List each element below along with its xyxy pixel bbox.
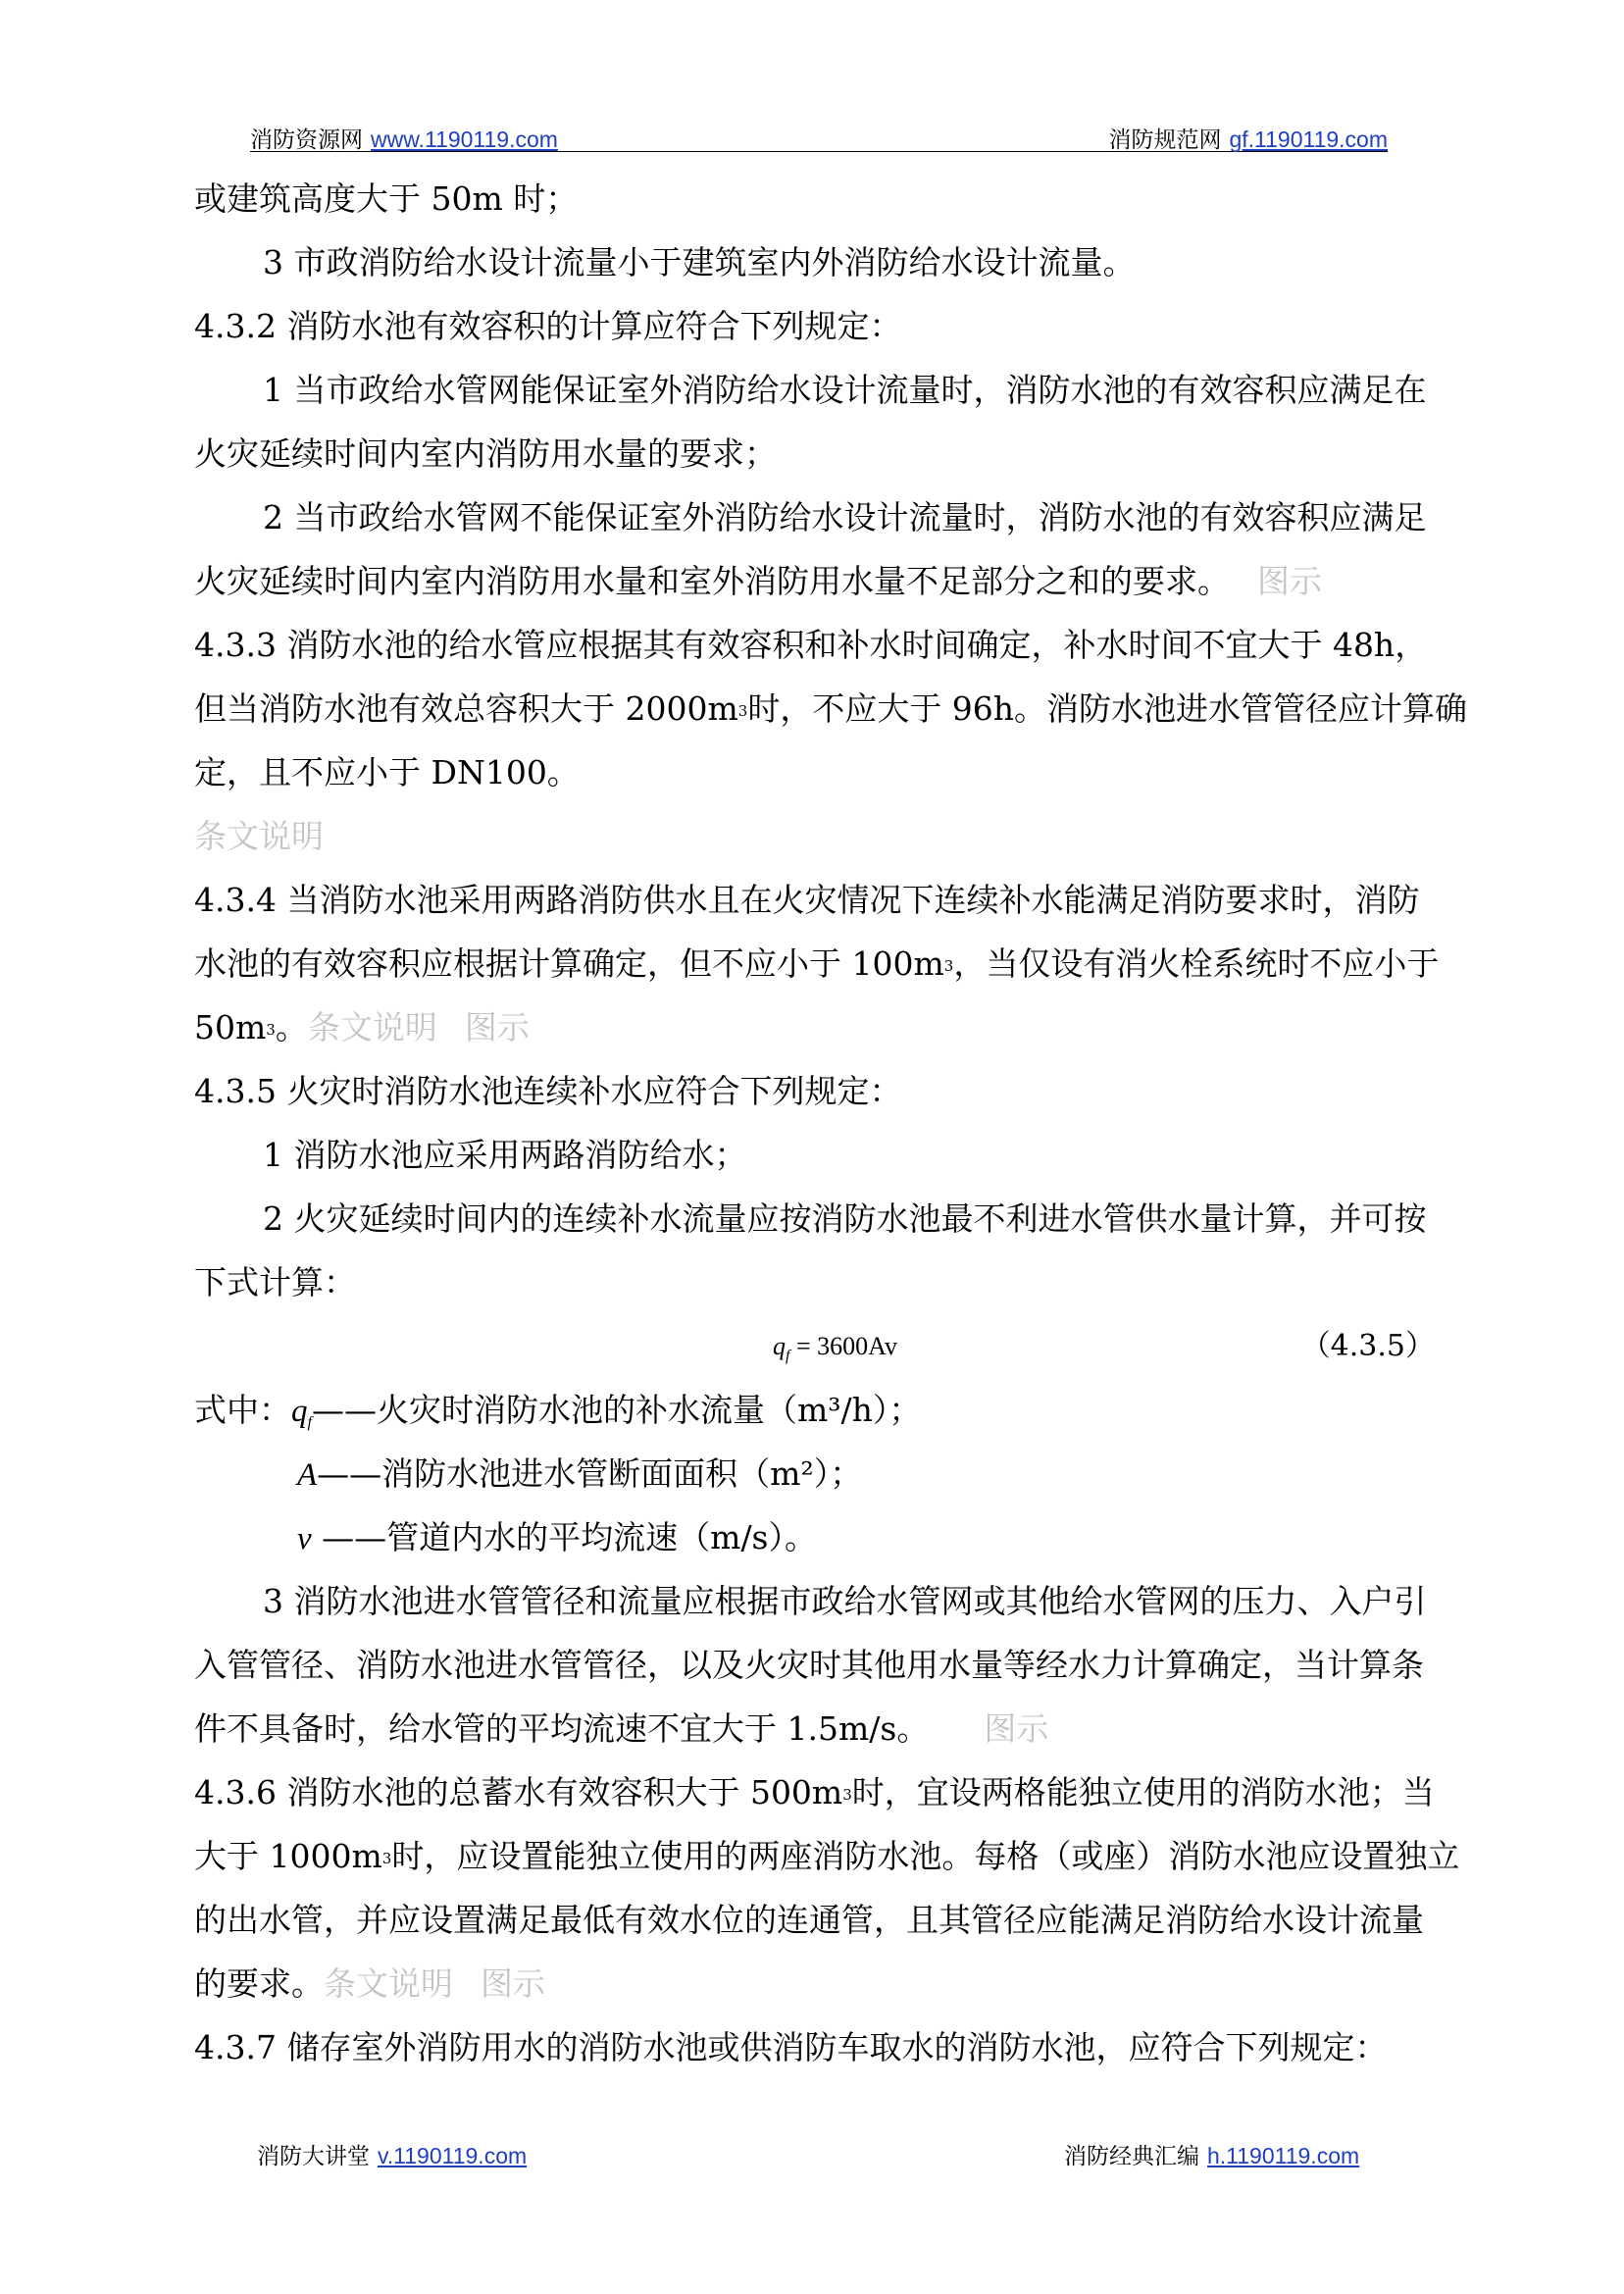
text-line bbox=[194, 1952, 1445, 2015]
text-span: 时，应设置能独立使用的两座消防水池。每格（或座）消防水池应设置独立 bbox=[391, 1837, 1460, 1875]
text-span: 4.3.6 消防水池的总蓄水有效容积大于 500m bbox=[194, 1773, 843, 1811]
text-line bbox=[194, 1697, 1445, 1760]
footer-right-name: 消防经典汇编 bbox=[1064, 2144, 1199, 2169]
where-text: ——管道内水的平均流速（m/s）。 bbox=[311, 1518, 817, 1556]
clause-4-3-3: 4.3.3 消防水池的给水管应根据其有效容积和补水时间确定，补水时间不宜大于 48h， bbox=[194, 626, 1428, 664]
superscript: 3 bbox=[943, 957, 954, 975]
page-header bbox=[250, 122, 1388, 152]
explain-link[interactable]: 条文说明 bbox=[194, 817, 324, 855]
text-span: 50m bbox=[194, 1008, 267, 1046]
figure-link[interactable]: 图示 bbox=[464, 1008, 530, 1046]
text-span: 火灾延续时间内室内消防用水量和室外消防用水量不足部分之和的要求。 bbox=[194, 562, 1230, 600]
formula-q: q bbox=[773, 1332, 786, 1360]
text-span: 时，宜设两格能独立使用的消防水池；当 bbox=[851, 1773, 1435, 1811]
where-line bbox=[194, 1442, 1445, 1505]
text-line: 1 消防水池应采用两路消防给水； bbox=[263, 1136, 747, 1174]
clause-4-3-7: 4.3.7 储存室外消防用水的消防水池或供消防车取水的消防水池，应符合下列规定： bbox=[194, 2028, 1388, 2066]
document-body bbox=[194, 167, 1468, 2079]
where-label: 式中： bbox=[194, 1391, 291, 1429]
figure-link[interactable]: 图示 bbox=[481, 1964, 545, 2003]
where-text: ——火灾时消防水池的补水流量（m³/h）； bbox=[311, 1391, 922, 1429]
footer-right-link[interactable]: h.1190119.com bbox=[1207, 2143, 1360, 2168]
text-span: 大于 1000m bbox=[194, 1837, 382, 1875]
where-line bbox=[194, 1505, 1445, 1569]
text-span: ，当仅设有消火栓系统时不应小于 bbox=[953, 944, 1440, 983]
text-line: 2 火灾延续时间内的连续补水流量应按消防水池最不利进水管供水量计算，并可按 bbox=[263, 1199, 1427, 1238]
text-line: 的出水管，并应设置满足最低有效水位的连通管，且其管径应能满足消防给水设计流量 bbox=[194, 1901, 1424, 1939]
symbol-v: v bbox=[297, 1521, 312, 1556]
formula-4-3-5 bbox=[194, 1314, 1445, 1378]
text-line: 1 当市政给水管网能保证室外消防给水设计流量时，消防水池的有效容积应满足在 bbox=[263, 371, 1427, 409]
text-line: 火灾延续时间内室内消防用水量的要求； bbox=[194, 434, 777, 473]
header-right bbox=[1108, 122, 1388, 154]
text-line bbox=[194, 677, 1468, 740]
text-line bbox=[194, 932, 1445, 995]
text-line: 3 市政消防给水设计流量小于建筑室内外消防给水设计流量。 bbox=[263, 243, 1136, 281]
superscript: 3 bbox=[381, 1850, 392, 1867]
figure-link[interactable]: 图示 bbox=[1257, 562, 1322, 600]
header-right-link[interactable]: gf.1190119.com bbox=[1229, 127, 1388, 152]
header-right-name: 消防规范网 bbox=[1108, 127, 1222, 153]
text-line bbox=[194, 549, 1445, 613]
header-left-link[interactable]: www.1190119.com bbox=[371, 127, 558, 152]
formula-expression bbox=[773, 1314, 897, 1388]
explain-link[interactable]: 条文说明 bbox=[307, 1008, 437, 1046]
formula-number: （4.3.5） bbox=[1300, 1329, 1435, 1363]
text-span: 的要求。 bbox=[194, 1964, 324, 2003]
formula-f: f bbox=[786, 1348, 790, 1364]
clause-4-3-2: 4.3.2 消防水池有效容积的计算应符合下列规定： bbox=[194, 307, 902, 345]
figure-link[interactable]: 图示 bbox=[984, 1709, 1049, 1748]
clause-4-3-5: 4.3.5 火灾时消防水池连续补水应符合下列规定： bbox=[194, 1072, 902, 1110]
text-line: 3 消防水池进水管管径和流量应根据市政给水管网或其他给水管网的压力、入户引 bbox=[263, 1582, 1427, 1620]
text-line bbox=[194, 995, 1445, 1059]
superscript: 3 bbox=[842, 1786, 852, 1804]
text-line: 下式计算： bbox=[194, 1263, 356, 1301]
symbol-a: A bbox=[297, 1457, 318, 1493]
footer-left bbox=[257, 2138, 527, 2167]
text-line: 入管管径、消防水池进水管管径，以及火灾时其他用水量等经水力计算确定，当计算条 bbox=[194, 1646, 1424, 1684]
text-span: 件不具备时，给水管的平均流速不宜大于 1.5m/s。 bbox=[194, 1709, 930, 1748]
header-left bbox=[250, 122, 558, 154]
text-span: 水池的有效容积应根据计算确定，但不应小于 100m bbox=[194, 944, 944, 983]
explain-link[interactable]: 条文说明 bbox=[324, 1964, 453, 2003]
text-span: 。 bbox=[275, 1008, 308, 1046]
symbol-f: f bbox=[307, 1414, 312, 1431]
superscript: 3 bbox=[737, 702, 748, 720]
footer-left-link[interactable]: v.1190119.com bbox=[378, 2143, 528, 2168]
header-left-name: 消防资源网 bbox=[250, 127, 363, 153]
footer-right bbox=[1064, 2138, 1359, 2167]
footer-left-name: 消防大讲堂 bbox=[257, 2144, 370, 2169]
text-line: 或建筑高度大于 50m 时； bbox=[194, 179, 579, 218]
clause-4-3-4: 4.3.4 当消防水池采用两路消防供水且在火灾情况下连续补水能满足消防要求时，消防 bbox=[194, 881, 1420, 919]
where-text: ——消防水池进水管断面面积（m²）； bbox=[317, 1454, 863, 1493]
text-line: 定，且不应小于 DN100。 bbox=[194, 753, 580, 791]
text-span: 时，不应大于 96h。消防水池进水管管径应计算确 bbox=[747, 689, 1468, 728]
formula-rhs: = 3600Av bbox=[789, 1332, 897, 1360]
text-line: 2 当市政给水管网不能保证室外消防给水设计流量时，消防水池的有效容积应满足 bbox=[263, 498, 1427, 536]
symbol-q: q bbox=[291, 1394, 308, 1429]
text-span: 但当消防水池有效总容积大于 2000m bbox=[194, 689, 738, 728]
clause-4-3-6 bbox=[194, 1760, 1445, 1824]
superscript: 3 bbox=[266, 1021, 276, 1039]
text-line bbox=[194, 1824, 1460, 1888]
